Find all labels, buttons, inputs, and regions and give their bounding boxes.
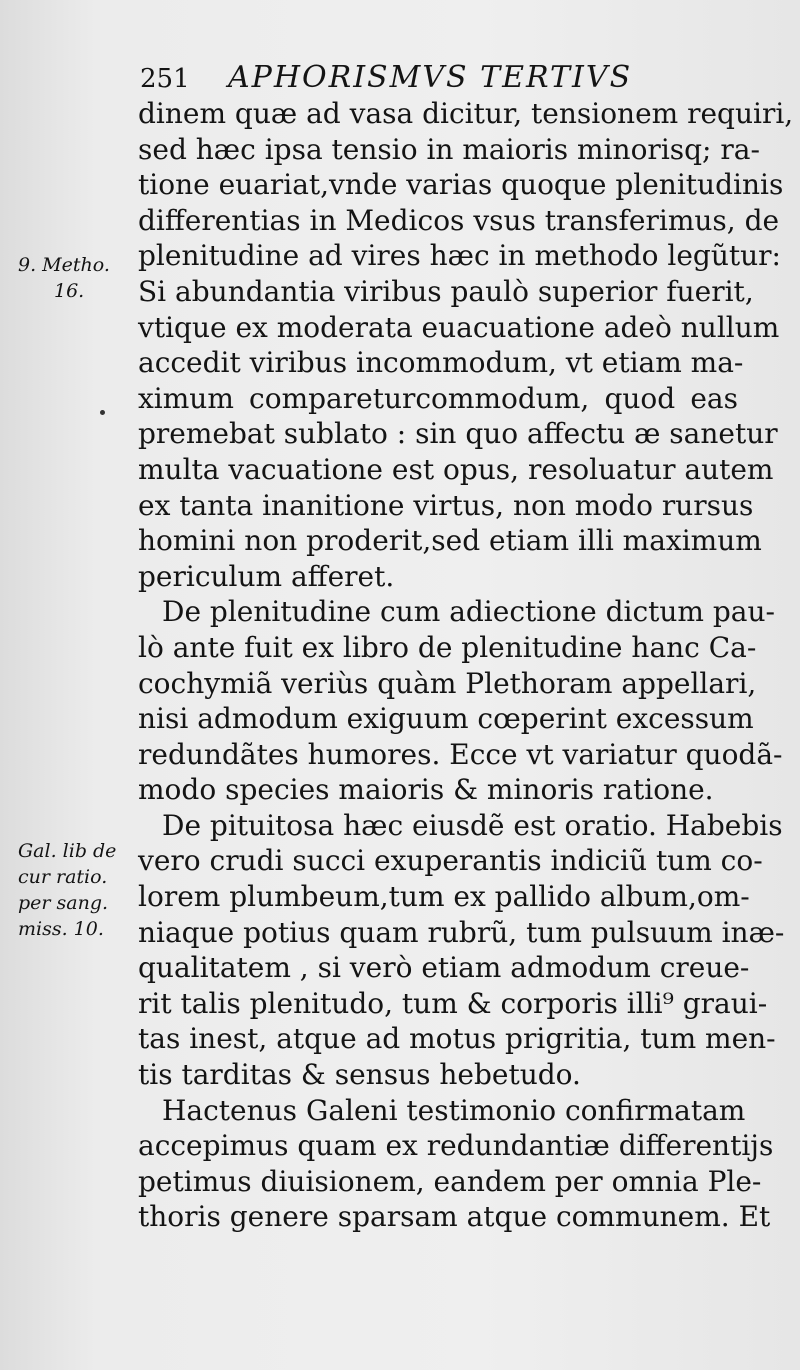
margin-note-line: Gal. lib de [18, 840, 117, 862]
margin-note-line: miss. 10. [18, 918, 104, 940]
margin-note-line: 16. [54, 280, 85, 302]
text-line: Si abundantia viribus paulò superior fuerit, [138, 274, 754, 308]
text-line: tione euariat,vnde varias quoque plenitudinis [138, 168, 784, 202]
text-line: thoris genere sparsam atque communem. Et [138, 1200, 771, 1234]
text-line: De plenitudine cum adiectione dictum pau- [162, 595, 775, 629]
body-text [138, 96, 794, 1235]
text-line: nisi admodum exiguum cœperint excessum [138, 702, 754, 736]
text-line: ximum compareturcommodum, quod eas [138, 381, 738, 415]
text-line: vtique ex moderata euacuatione adeò nullum [138, 310, 780, 344]
text-line: premebat sublato : sin quo affectu æ sanetur [138, 417, 778, 451]
text-line: multa vacuatione est opus, resoluatur autem [138, 452, 774, 486]
text-line: differentias in Medicos vsus transferimus, de [138, 203, 780, 237]
text-line: Hactenus Galeni testimonio confirmatam [162, 1093, 746, 1127]
text-line: qualitatem , si verò etiam admodum creue- [138, 951, 750, 985]
margin-note-line: per sang. [18, 892, 109, 914]
text-line: cochymiã veriùs quàm Plethoram appellari, [138, 666, 757, 700]
text-line: petimus diuisionem, eandem per omnia Ple- [138, 1164, 762, 1198]
running-title: APHORISMVS TERTIVS [228, 60, 633, 95]
page-header [140, 60, 740, 100]
text-line: plenitudine ad vires hæc in methodo legũtur: [138, 239, 781, 273]
text-line: lorem plumbeum,tum ex pallido album,om- [138, 880, 750, 914]
text-line: periculum afferet. [138, 559, 395, 593]
text-line: accedit viribus incommodum, vt etiam ma- [138, 346, 744, 380]
text-line: lò ante fuit ex libro de plenitudine hanc Ca- [138, 630, 757, 664]
text-line: dinem quæ ad vasa dicitur, tensionem requiri, [138, 97, 794, 130]
margin-note-line: 9. Metho. [18, 254, 110, 276]
text-line: tis tarditas & sensus hebetudo. [138, 1058, 581, 1092]
text-line: rit talis plenitudo, tum & corporis illi⁹ graui- [138, 986, 768, 1020]
text-line: modo species maioris & minoris ratione. [138, 773, 714, 807]
margin-note-methodo [18, 252, 110, 304]
margin-note-line: cur ratio. [18, 866, 108, 888]
text-line: homini non proderit,sed etiam illi maximum [138, 524, 762, 558]
text-line: niaque potius quam rubrũ, tum pulsuum inæ- [138, 915, 785, 949]
page-number: 251 [140, 64, 190, 94]
text-line: De pituitosa hæc eiusdẽ est oratio. Habebis [162, 808, 783, 842]
text-line: redundãtes humores. Ecce vt variatur quodã- [138, 737, 783, 771]
text-line: tas inest, atque ad motus prigritia, tum men- [138, 1022, 776, 1056]
text-line: ex tanta inanitione virtus, non modo rursus [138, 488, 754, 522]
text-line: sed hæc ipsa tensio in maioris minorisq; ra- [138, 132, 760, 166]
margin-note-galen [18, 838, 116, 942]
ink-speck [100, 410, 105, 415]
text-line: accepimus quam ex redundantiæ differentijs [138, 1129, 774, 1163]
text-line: vero crudi succi exuperantis indiciũ tum co- [138, 844, 763, 878]
